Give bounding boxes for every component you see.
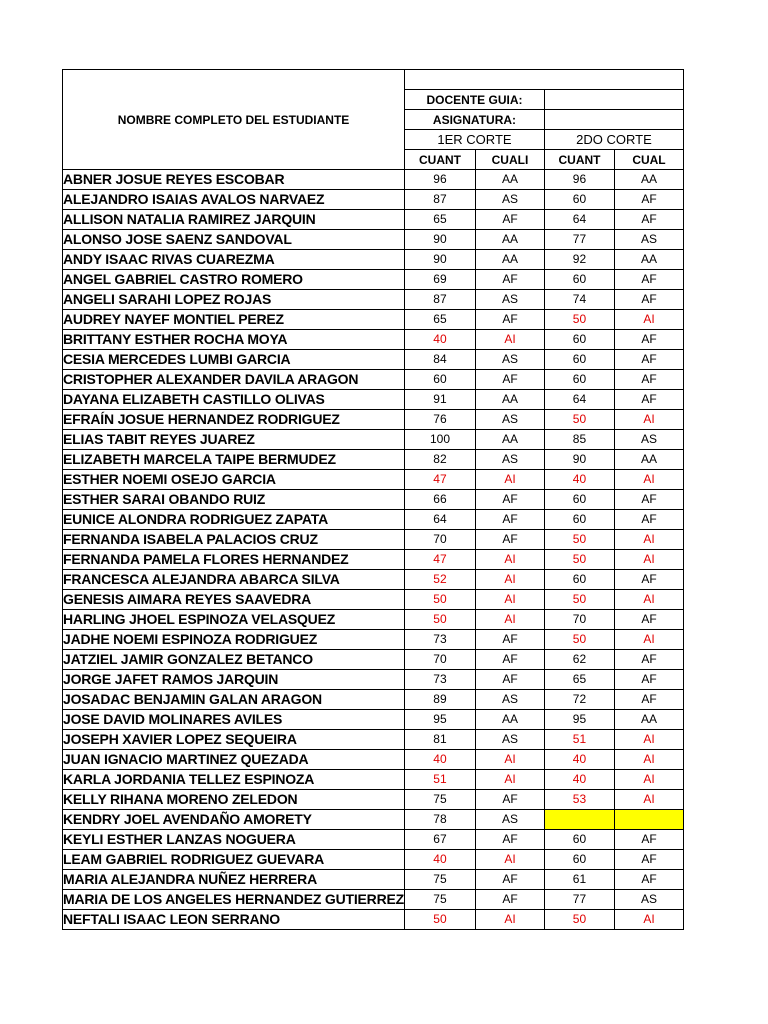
table-row [63,650,684,670]
table-row [63,370,684,390]
asignatura-label: ASIGNATURA: [404,110,544,130]
table-row [63,170,684,190]
table-row [63,430,684,450]
corte2-cual-cell[interactable] [614,810,683,830]
student-name-cell[interactable]: GENESIS AIMARA REYES SAAVEDRA [63,590,405,610]
table-row [63,470,684,490]
table-row [63,190,684,210]
table-row [63,810,684,830]
table-row [63,550,684,570]
table-row [63,410,684,430]
corte2-cuant-cell[interactable]: 85 [544,430,614,450]
table-row [63,270,684,290]
student-name-cell[interactable]: JUAN IGNACIO MARTINEZ QUEZADA [63,750,405,770]
corte2-cuant-cell[interactable]: 50 [544,630,614,650]
corte2-cuant-cell[interactable]: 60 [544,830,614,850]
corte2-cual-cell[interactable]: AF [614,270,683,290]
student-name-cell[interactable]: KENDRY JOEL AVENDAÑO AMORETY [63,810,405,830]
student-name-cell[interactable]: ALLISON NATALIA RAMIREZ JARQUIN [63,210,405,230]
student-name-cell[interactable]: ALEJANDRO ISAIAS AVALOS NARVAEZ [63,190,405,210]
corte1-cuant-cell[interactable]: 89 [404,690,475,710]
corte2-cuant-cell[interactable]: 60 [544,350,614,370]
corte1-cuali-cell[interactable]: AS [475,350,544,370]
student-name-cell[interactable]: CESIA MERCEDES LUMBI GARCIA [63,350,405,370]
corte1-cuant-cell[interactable]: 100 [404,430,475,450]
corte2-cual-cell[interactable]: AI [614,550,683,570]
student-name-cell[interactable]: HARLING JHOEL ESPINOZA VELASQUEZ [63,610,405,630]
corte2-cual-cell[interactable]: AI [614,910,683,930]
student-name-cell[interactable]: MARIA ALEJANDRA NUÑEZ HERRERA [63,870,405,890]
table-row [63,310,684,330]
corte2-cuant-cell[interactable]: 60 [544,330,614,350]
corte2-cuant-cell[interactable]: 60 [544,370,614,390]
table-row [63,210,684,230]
corte2-cuant-cell[interactable]: 50 [544,410,614,430]
table-row [63,730,684,750]
corte2-cual-cell[interactable]: AF [614,390,683,410]
corte1-cuant-cell[interactable]: 73 [404,630,475,650]
table-row [63,290,684,310]
table-row [63,330,684,350]
table-row [63,630,684,650]
corte2-cual-cell[interactable]: AI [614,730,683,750]
corte1-cuant-cell[interactable]: 90 [404,250,475,270]
docente-value-cell[interactable] [544,90,683,110]
corte1-cuant-cell[interactable]: 64 [404,510,475,530]
corte1-cuant-cell[interactable]: 75 [404,790,475,810]
corte2-cual-cell[interactable]: AI [614,770,683,790]
table-row [63,710,684,730]
corte2-cual-cell[interactable]: AF [614,870,683,890]
corte2-cual-cell[interactable]: AA [614,250,683,270]
table-row [63,230,684,250]
corte1-cuali-cell[interactable]: AF [475,310,544,330]
corte1-cuali-cell[interactable]: AA [475,250,544,270]
student-name-cell[interactable]: ESTHER NOEMI OSEJO GARCIA [63,470,405,490]
corte1-cuali-cell[interactable]: AS [475,810,544,830]
corte2-header: 2DO CORTE [544,130,683,150]
corte1-cuant-cell[interactable]: 87 [404,290,475,310]
corte2-cual-cell[interactable]: AI [614,790,683,810]
corte2-cual-cell[interactable]: AF [614,610,683,630]
table-row [63,570,684,590]
corte1-cuant-cell[interactable]: 73 [404,670,475,690]
corte1-cuali-cell[interactable]: AS [475,690,544,710]
student-name-cell[interactable]: MARIA DE LOS ANGELES HERNANDEZ GUTIERREZ [63,890,405,910]
corte2-cuant-cell[interactable]: 51 [544,730,614,750]
student-name-cell[interactable]: BRITTANY ESTHER ROCHA MOYA [63,330,405,350]
corte2-cual-cell[interactable]: AA [614,710,683,730]
table-row [63,490,684,510]
corte2-cuant-cell[interactable]: 61 [544,870,614,890]
corte2-cual-cell[interactable]: AF [614,350,683,370]
cuali1-header: CUALI [475,150,544,170]
corte1-cuant-cell[interactable]: 70 [404,650,475,670]
corte1-cuali-cell[interactable]: AS [475,290,544,310]
corte2-cuant-cell[interactable]: 64 [544,210,614,230]
corte1-cuant-cell[interactable]: 47 [404,550,475,570]
corte1-cuant-cell[interactable]: 50 [404,590,475,610]
corte1-header: 1ER CORTE [404,130,544,150]
corte1-cuant-cell[interactable]: 65 [404,310,475,330]
corte2-cual-cell[interactable]: AI [614,630,683,650]
name-column-header: NOMBRE COMPLETO DEL ESTUDIANTE [63,70,405,170]
corte2-cual-cell[interactable]: AS [614,230,683,250]
corte1-cuali-cell[interactable]: AF [475,830,544,850]
corte2-cuant-cell[interactable]: 60 [544,570,614,590]
corte2-cual-cell[interactable]: AF [614,850,683,870]
table-row [63,910,684,930]
corte1-cuali-cell[interactable]: AI [475,610,544,630]
student-name-cell[interactable]: NEFTALI ISAAC LEON SERRANO [63,910,405,930]
student-name-cell[interactable]: JADHE NOEMI ESPINOZA RODRIGUEZ [63,630,405,650]
table-row [63,390,684,410]
corte1-cuali-cell[interactable]: AF [475,370,544,390]
student-name-cell[interactable]: ALONSO JOSE SAENZ SANDOVAL [63,230,405,250]
corte2-cual-cell[interactable]: AF [614,330,683,350]
corte1-cuali-cell[interactable]: AA [475,230,544,250]
corte2-cuant-cell[interactable]: 60 [544,270,614,290]
corte1-cuant-cell[interactable]: 78 [404,810,475,830]
table-row [63,870,684,890]
corte2-cual-cell[interactable]: AS [614,890,683,910]
corte2-cual-cell[interactable]: AF [614,570,683,590]
corte1-cuali-cell[interactable]: AF [475,670,544,690]
corte2-cual-cell[interactable]: AF [614,210,683,230]
student-name-cell[interactable]: KARLA JORDANIA TELLEZ ESPINOZA [63,770,405,790]
table-row [63,610,684,630]
corte2-cual-cell[interactable]: AF [614,690,683,710]
corte2-cuant-cell[interactable]: 77 [544,230,614,250]
corte1-cuali-cell[interactable]: AF [475,630,544,650]
student-name-cell[interactable]: EFRAÍN JOSUE HERNANDEZ RODRIGUEZ [63,410,405,430]
corte1-cuant-cell[interactable]: 91 [404,390,475,410]
corte1-cuali-cell[interactable]: AI [475,470,544,490]
corte2-cuant-cell[interactable]: 60 [544,510,614,530]
student-name-cell[interactable]: KELLY RIHANA MORENO ZELEDON [63,790,405,810]
corte1-cuali-cell[interactable]: AF [475,650,544,670]
corte2-cuant-cell[interactable]: 74 [544,290,614,310]
student-name-cell[interactable]: ELIZABETH MARCELA TAIPE BERMUDEZ [63,450,405,470]
corte1-cuant-cell[interactable]: 66 [404,490,475,510]
corte1-cuali-cell[interactable]: AF [475,890,544,910]
corte2-cual-cell[interactable]: AI [614,750,683,770]
corte1-cuant-cell[interactable]: 81 [404,730,475,750]
corte1-cuant-cell[interactable]: 96 [404,170,475,190]
corte1-cuali-cell[interactable]: AI [475,850,544,870]
corte2-cuant-cell[interactable]: 40 [544,470,614,490]
corte1-cuali-cell[interactable]: AI [475,550,544,570]
student-name-cell[interactable]: ANGELI SARAHI LOPEZ ROJAS [63,290,405,310]
student-name-cell[interactable]: JOSE DAVID MOLINARES AVILES [63,710,405,730]
corte2-cuant-cell[interactable]: 60 [544,850,614,870]
corte2-cuant-cell[interactable]: 70 [544,610,614,630]
corte2-cuant-cell[interactable]: 40 [544,750,614,770]
table-row [63,510,684,530]
student-name-cell[interactable]: FERNANDA PAMELA FLORES HERNANDEZ [63,550,405,570]
corte2-cual-cell[interactable]: AF [614,510,683,530]
table-row [63,770,684,790]
cual2-header: CUAL [614,150,683,170]
corte2-cuant-cell[interactable]: 60 [544,490,614,510]
header-blank-top[interactable] [404,70,683,90]
table-row [63,790,684,810]
corte1-cuant-cell[interactable]: 40 [404,750,475,770]
corte2-cual-cell[interactable]: AI [614,530,683,550]
corte1-cuali-cell[interactable]: AF [475,530,544,550]
corte1-cuant-cell[interactable]: 40 [404,330,475,350]
corte2-cual-cell[interactable]: AA [614,170,683,190]
student-name-cell[interactable]: JORGE JAFET RAMOS JARQUIN [63,670,405,690]
corte1-cuant-cell[interactable]: 50 [404,910,475,930]
table-row [63,690,684,710]
corte2-cuant-cell[interactable]: 65 [544,670,614,690]
table-row [63,250,684,270]
table-row [63,850,684,870]
corte1-cuali-cell[interactable]: AA [475,710,544,730]
corte2-cual-cell[interactable]: AI [614,590,683,610]
corte2-cuant-cell[interactable]: 53 [544,790,614,810]
student-name-cell[interactable]: JATZIEL JAMIR GONZALEZ BETANCO [63,650,405,670]
corte2-cuant-cell[interactable]: 72 [544,690,614,710]
student-name-cell[interactable]: DAYANA ELIZABETH CASTILLO OLIVAS [63,390,405,410]
corte1-cuant-cell[interactable]: 95 [404,710,475,730]
corte1-cuant-cell[interactable]: 84 [404,350,475,370]
corte1-cuali-cell[interactable]: AS [475,190,544,210]
corte2-cual-cell[interactable]: AF [614,650,683,670]
student-name-cell[interactable]: FRANCESCA ALEJANDRA ABARCA SILVA [63,570,405,590]
corte2-cuant-cell[interactable]: 90 [544,450,614,470]
corte1-cuant-cell[interactable]: 60 [404,370,475,390]
corte2-cual-cell[interactable]: AF [614,490,683,510]
corte1-cuali-cell[interactable]: AI [475,910,544,930]
corte1-cuant-cell[interactable]: 90 [404,230,475,250]
table-row [63,350,684,370]
corte1-cuali-cell[interactable]: AS [475,450,544,470]
corte1-cuali-cell[interactable]: AA [475,390,544,410]
corte1-cuali-cell[interactable]: AA [475,170,544,190]
corte1-cuant-cell[interactable]: 65 [404,210,475,230]
corte1-cuant-cell[interactable]: 50 [404,610,475,630]
corte1-cuali-cell[interactable]: AS [475,410,544,430]
student-name-cell[interactable]: JOSADAC BENJAMIN GALAN ARAGON [63,690,405,710]
corte2-cual-cell[interactable]: AA [614,450,683,470]
corte1-cuant-cell[interactable]: 75 [404,890,475,910]
corte1-cuali-cell[interactable]: AA [475,430,544,450]
corte1-cuali-cell[interactable]: AI [475,570,544,590]
docente-label: DOCENTE GUIA: [404,90,544,110]
corte1-cuali-cell[interactable]: AI [475,750,544,770]
corte2-cuant-cell[interactable] [544,810,614,830]
corte1-cuali-cell[interactable]: AF [475,270,544,290]
student-name-cell[interactable]: KEYLI ESTHER LANZAS NOGUERA [63,830,405,850]
student-name-cell[interactable]: JOSEPH XAVIER LOPEZ SEQUEIRA [63,730,405,750]
corte1-cuant-cell[interactable]: 52 [404,570,475,590]
student-name-cell[interactable]: ABNER JOSUE REYES ESCOBAR [63,170,405,190]
corte2-cuant-cell[interactable]: 50 [544,310,614,330]
student-name-cell[interactable]: ELIAS TABIT REYES JUAREZ [63,430,405,450]
corte1-cuali-cell[interactable]: AS [475,730,544,750]
asignatura-value-cell[interactable] [544,110,683,130]
corte1-cuali-cell[interactable]: AI [475,770,544,790]
corte2-cual-cell[interactable]: AS [614,430,683,450]
corte2-cuant-cell[interactable]: 92 [544,250,614,270]
table-row [63,890,684,910]
corte2-cual-cell[interactable]: AF [614,290,683,310]
table-row [63,830,684,850]
corte1-cuali-cell[interactable]: AF [475,490,544,510]
corte2-cual-cell[interactable]: AI [614,310,683,330]
corte1-cuant-cell[interactable]: 47 [404,470,475,490]
corte1-cuali-cell[interactable]: AI [475,330,544,350]
corte1-cuali-cell[interactable]: AF [475,210,544,230]
corte2-cual-cell[interactable]: AF [614,370,683,390]
student-name-cell[interactable]: ANDY ISAAC RIVAS CUAREZMA [63,250,405,270]
corte2-cuant-cell[interactable]: 64 [544,390,614,410]
cuant1-header: CUANT [404,150,475,170]
student-name-cell[interactable]: AUDREY NAYEF MONTIEL PEREZ [63,310,405,330]
corte1-cuali-cell[interactable]: AF [475,870,544,890]
student-name-cell[interactable]: ANGEL GABRIEL CASTRO ROMERO [63,270,405,290]
corte2-cuant-cell[interactable]: 60 [544,190,614,210]
corte2-cual-cell[interactable]: AF [614,670,683,690]
corte2-cual-cell[interactable]: AI [614,410,683,430]
corte2-cual-cell[interactable]: AF [614,190,683,210]
corte2-cuant-cell[interactable]: 96 [544,170,614,190]
corte2-cuant-cell[interactable]: 95 [544,710,614,730]
table-row [63,450,684,470]
student-name-cell[interactable]: FERNANDA ISABELA PALACIOS CRUZ [63,530,405,550]
corte1-cuant-cell[interactable]: 51 [404,770,475,790]
corte2-cuant-cell[interactable]: 50 [544,530,614,550]
student-name-cell[interactable]: CRISTOPHER ALEXANDER DAVILA ARAGON [63,370,405,390]
corte1-cuali-cell[interactable]: AF [475,510,544,530]
corte1-cuant-cell[interactable]: 67 [404,830,475,850]
grades-table [62,69,684,930]
corte1-cuant-cell[interactable]: 76 [404,410,475,430]
corte2-cuant-cell[interactable]: 40 [544,770,614,790]
corte1-cuant-cell[interactable]: 40 [404,850,475,870]
student-name-cell[interactable]: LEAM GABRIEL RODRIGUEZ GUEVARA [63,850,405,870]
corte2-cuant-cell[interactable]: 50 [544,590,614,610]
student-name-cell[interactable]: EUNICE ALONDRA RODRIGUEZ ZAPATA [63,510,405,530]
table-row [63,530,684,550]
student-name-cell[interactable]: ESTHER SARAI OBANDO RUIZ [63,490,405,510]
corte1-cuant-cell[interactable]: 70 [404,530,475,550]
table-row [63,670,684,690]
corte1-cuant-cell[interactable]: 69 [404,270,475,290]
corte1-cuali-cell[interactable]: AF [475,790,544,810]
corte1-cuant-cell[interactable]: 75 [404,870,475,890]
corte2-cuant-cell[interactable]: 50 [544,550,614,570]
table-row [63,590,684,610]
corte2-cuant-cell[interactable]: 77 [544,890,614,910]
corte1-cuant-cell[interactable]: 87 [404,190,475,210]
corte2-cuant-cell[interactable]: 62 [544,650,614,670]
corte2-cuant-cell[interactable]: 50 [544,910,614,930]
cuant2-header: CUANT [544,150,614,170]
corte1-cuant-cell[interactable]: 82 [404,450,475,470]
table-row [63,750,684,770]
corte1-cuali-cell[interactable]: AI [475,590,544,610]
corte2-cual-cell[interactable]: AF [614,830,683,850]
corte2-cual-cell[interactable]: AI [614,470,683,490]
